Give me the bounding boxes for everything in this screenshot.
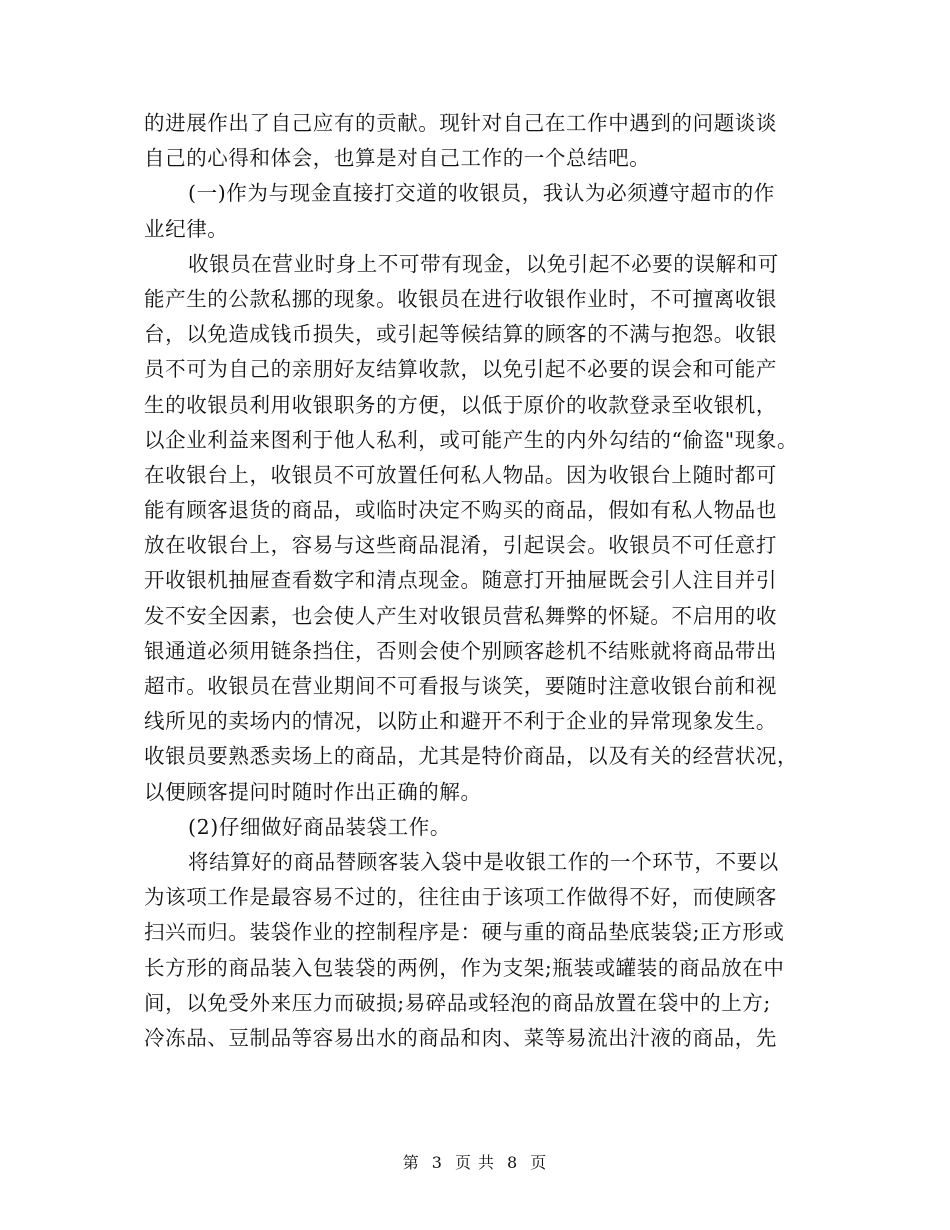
- text-line-7: 台，以免造成钱币损失，或引起等候结算的顾客的不满与抱怨。收银: [144, 322, 777, 347]
- text-line-1: 的进展作出了自己应有的贡献。现针对自己在工作中遇到的问题谈谈: [144, 111, 777, 135]
- text-line-9: 生的收银员利用收银职务的方便，以低于原价的收款登录至收银机，: [144, 392, 777, 417]
- text-line-12: 能有顾客退货的商品，或临时决定不购买的商品，假如有私人物品也: [144, 498, 777, 523]
- text-line-27: 冷冻品、豆制品等容易出水的商品和肉、菜等易流出汁液的商品，先: [144, 1025, 777, 1050]
- text-line-6: 能产生的公款私挪的现象。收银员在进行收银作业时，不可擅离收银: [144, 286, 777, 311]
- text-line-16: 银通道必须用链条挡住，否则会使个别顾客趁机不结账就将商品带出: [144, 638, 777, 663]
- text-line-14: 开收银机抽屉查看数字和清点现金。随意打开抽屉既会引人注目并引: [144, 568, 777, 593]
- text-line-11: 在收银台上，收银员不可放置任何私人物品。因为收银台上随时都可: [144, 462, 777, 487]
- footer-prefix: 第: [402, 1153, 420, 1172]
- page-footer: [0, 1150, 950, 1173]
- text-line-5: 收银员在营业时身上不可带有现金，以免引起不必要的误解和可: [188, 251, 779, 276]
- text-line-2: 自己的心得和体会，也算是对自己工作的一个总结吧。: [144, 146, 651, 171]
- text-line-19: 收银员要熟悉卖场上的商品，尤其是特价商品，以及有关的经营状况，: [144, 744, 799, 769]
- total-page-count: 8: [507, 1153, 519, 1172]
- text-line-10: 以企业利益来图利于他人私利，或可能产生的内外勾结的“偷盗"现象。: [144, 427, 799, 452]
- footer-middle: 页 共: [454, 1153, 496, 1172]
- text-line-13: 放在收银台上，容易与这些商品混淆，引起误会。收银员不可任意打: [144, 533, 777, 558]
- text-line-23: 为该项工作是最容易不过的，往往由于该项工作做得不好，而使顾客: [144, 885, 777, 910]
- text-line-4: 业纪律。: [144, 216, 229, 241]
- text-line-22: 将结算好的商品替顾客装入袋中是收银工作的一个环节，不要以: [188, 849, 779, 874]
- text-line-25: 长方形的商品装入包装袋的两例，作为支架;瓶装或罐装的商品放在中: [144, 955, 785, 980]
- text-line-20: 以便顾客提问时随时作出正确的解。: [144, 779, 482, 804]
- body-text: [144, 106, 824, 1056]
- footer-suffix: 页: [530, 1153, 548, 1172]
- text-line-17: 超市。收银员在营业期间不可看报与谈笑，要随时注意收银台前和视: [144, 674, 777, 698]
- text-line-21: (2)仔细做好商品装袋工作。: [188, 814, 451, 839]
- text-line-26: 间，以免受外来压力而破损;易碎品或轻泡的商品放置在袋中的上方;: [144, 990, 771, 1015]
- text-line-3: (一)作为与现金直接打交道的收银员，我认为必须遵守超市的作: [188, 181, 775, 206]
- text-line-18: 线所见的卖场内的情况，以防止和避开不利于企业的异常现象发生。: [144, 709, 777, 734]
- text-line-15: 发不安全因素，也会使人产生对收银员营私舞弊的怀疑。不启用的收: [144, 603, 777, 628]
- text-line-8: 员不可为自己的亲朋好友结算收款，以免引起不必要的误会和可能产: [144, 357, 777, 382]
- current-page-number: 3: [431, 1153, 443, 1172]
- text-line-24: 扫兴而归。装袋作业的控制程序是：硬与重的商品垫底装袋;正方形或: [144, 920, 785, 945]
